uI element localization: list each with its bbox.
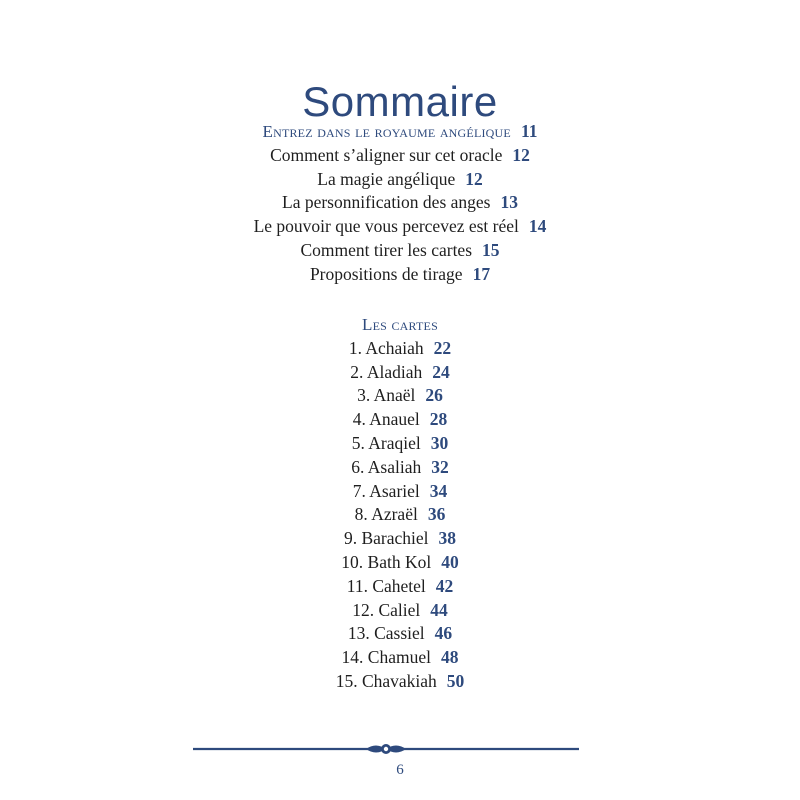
toc-entry[interactable] — [0, 408, 800, 432]
toc-entry-label: Propositions de tirage — [309, 263, 463, 284]
toc-entry[interactable] — [0, 239, 800, 263]
toc-page-number: 48 — [440, 647, 459, 668]
toc-entry[interactable] — [0, 337, 800, 361]
toc-entry-label: 9. Barachiel — [343, 528, 429, 549]
footer-ornament — [193, 740, 579, 758]
toc-entry[interactable] — [0, 168, 800, 192]
toc-entry-label: 15. Chavakiah — [335, 670, 437, 691]
toc-page-number: 34 — [429, 480, 448, 501]
toc-page-number: 32 — [431, 456, 449, 477]
toc-entry[interactable] — [0, 599, 800, 623]
toc-intro-list — [0, 144, 800, 287]
toc-entry[interactable] — [0, 384, 800, 408]
toc-page-number: 30 — [430, 432, 449, 453]
toc-entry-label: 5. Araqiel — [351, 432, 421, 453]
toc-page-number: 44 — [430, 599, 448, 620]
toc-entry[interactable] — [0, 215, 800, 239]
toc-entry[interactable] — [0, 263, 800, 287]
toc-page-number: 26 — [425, 385, 443, 406]
toc-page-number: 42 — [435, 575, 454, 596]
toc-entry[interactable] — [0, 575, 800, 599]
toc-page-number: 14 — [528, 216, 547, 237]
toc-entry-label: La magie angélique — [317, 168, 456, 189]
toc-page-number: 13 — [500, 192, 518, 213]
toc-entry[interactable] — [0, 503, 800, 527]
toc-page-number: 50 — [446, 670, 465, 691]
toc-entry[interactable] — [0, 670, 800, 694]
toc-entry-label: Le pouvoir que vous percevez est réel — [253, 216, 519, 237]
toc-heading-label: Entrez dans le royaume angélique — [262, 122, 511, 141]
toc-page-number: 11 — [520, 121, 538, 141]
toc-heading-row[interactable] — [0, 120, 800, 144]
toc-entry-label: 12. Caliel — [352, 599, 421, 620]
toc-page-number: 12 — [512, 144, 530, 165]
toc-entry[interactable] — [0, 456, 800, 480]
toc-cards-section — [0, 313, 800, 694]
toc-entry[interactable] — [0, 527, 800, 551]
toc-entry-label: 10. Bath Kol — [341, 551, 432, 572]
toc-entry[interactable] — [0, 622, 800, 646]
toc-entry-label: 7. Asariel — [352, 480, 420, 501]
toc-entry[interactable] — [0, 646, 800, 670]
toc-entry-label: 11. Cahetel — [346, 575, 426, 596]
toc-entry-label: 8. Azraël — [354, 504, 418, 525]
toc-entry[interactable] — [0, 432, 800, 456]
toc-entry[interactable] — [0, 361, 800, 385]
toc-entry[interactable] — [0, 144, 800, 168]
toc-page-number: 22 — [433, 337, 452, 358]
toc-cards-heading — [0, 313, 800, 337]
toc-cards-list — [0, 337, 800, 694]
toc-page-number: 36 — [427, 504, 446, 525]
toc-page-number: 28 — [429, 409, 448, 430]
toc-intro-section — [0, 120, 800, 287]
cards-heading-label: Les cartes — [362, 315, 438, 334]
toc-entry-label: Comment tirer les cartes — [300, 239, 473, 260]
toc-entry-label: La personnification des anges — [282, 192, 491, 213]
toc-page-number: 40 — [441, 551, 459, 572]
toc-entry-label: 6. Asaliah — [351, 456, 422, 477]
toc-page-number: 15 — [482, 239, 500, 260]
toc-page-number: 17 — [472, 263, 491, 284]
page-title: Sommaire — [302, 78, 498, 126]
toc-page-number: 38 — [438, 528, 457, 549]
toc-entry-label: 13. Cassiel — [347, 623, 425, 644]
toc-entry-label: 14. Chamuel — [341, 647, 431, 668]
toc-entry[interactable] — [0, 191, 800, 215]
toc-entry-label: 4. Anauel — [352, 409, 420, 430]
toc-entry[interactable] — [0, 551, 800, 575]
toc-page-number: 24 — [432, 361, 450, 382]
toc-page-number: 12 — [465, 168, 483, 189]
toc-entry-label: 1. Achaiah — [348, 337, 424, 358]
toc-entry[interactable] — [0, 480, 800, 504]
page-number: 6 — [396, 762, 404, 778]
toc-entry-label: 3. Anaël — [357, 385, 416, 406]
toc-entry-label: Comment s’aligner sur cet oracle — [270, 144, 503, 165]
toc-page-number: 46 — [434, 623, 453, 644]
toc-entry-label: 2. Aladiah — [350, 361, 423, 382]
